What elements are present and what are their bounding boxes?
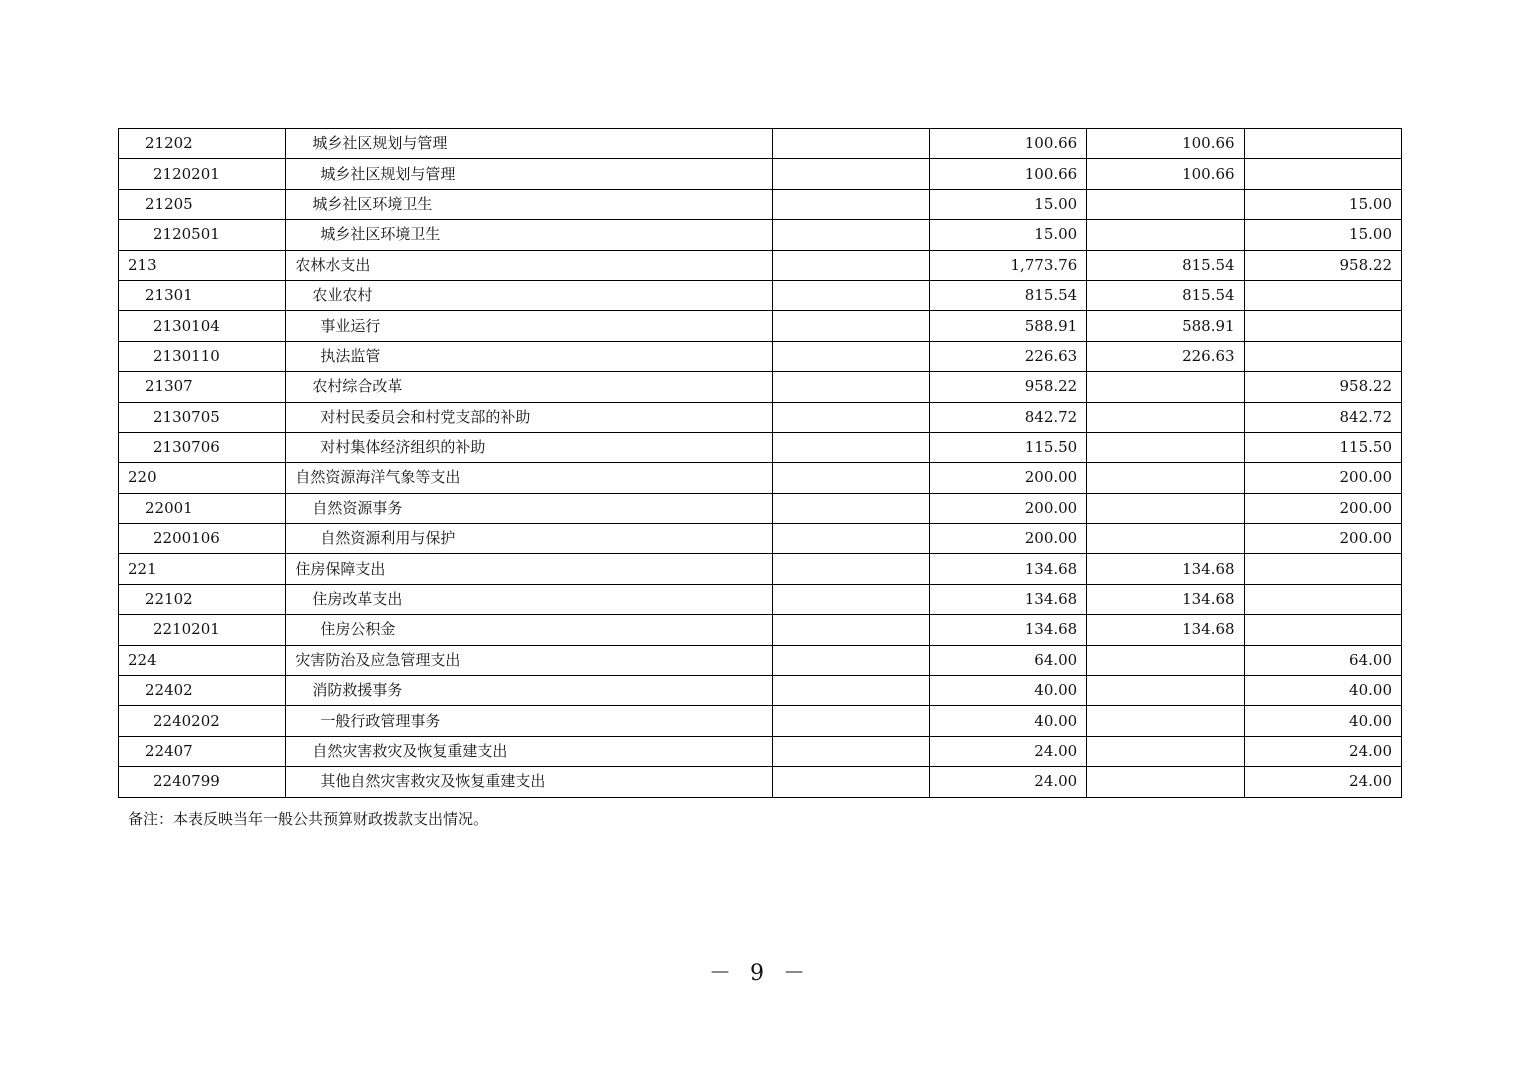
cell-function-name bbox=[286, 189, 772, 219]
cell-function-code-text: 21301 bbox=[145, 286, 193, 305]
cell-function-code bbox=[119, 493, 286, 523]
cell-function-code-text: 21205 bbox=[145, 194, 193, 213]
cell-function-code-text: 22407 bbox=[145, 742, 193, 760]
table-row bbox=[119, 554, 1402, 584]
cell-function-name bbox=[286, 159, 772, 189]
cell-blank bbox=[772, 706, 929, 736]
cell-total: 1,773.76 bbox=[929, 250, 1086, 280]
cell-total: 226.63 bbox=[929, 341, 1086, 371]
cell-project-expenditure: 842.72 bbox=[1244, 402, 1401, 432]
cell-total: 15.00 bbox=[929, 189, 1086, 219]
table-row bbox=[119, 129, 1402, 159]
cell-project-expenditure: 15.00 bbox=[1244, 220, 1401, 250]
cell-function-code-text: 2240202 bbox=[153, 711, 220, 730]
table-row bbox=[119, 463, 1402, 493]
cell-function-code-text: 220 bbox=[128, 468, 157, 487]
cell-blank bbox=[772, 189, 929, 219]
cell-function-name bbox=[286, 463, 772, 493]
cell-function-name-text: 灾害防治及应急管理支出 bbox=[295, 650, 461, 669]
cell-basic-expenditure: 815.54 bbox=[1087, 280, 1244, 310]
cell-function-name-text: 农业农村 bbox=[312, 286, 373, 305]
cell-function-code bbox=[119, 159, 286, 189]
cell-total: 842.72 bbox=[929, 402, 1086, 432]
table-row bbox=[119, 220, 1402, 250]
cell-function-name-text: 城乡社区环境卫生 bbox=[312, 194, 433, 213]
cell-total: 100.66 bbox=[929, 129, 1086, 159]
cell-function-code-text: 22402 bbox=[145, 681, 193, 700]
cell-function-code bbox=[119, 341, 286, 371]
cell-function-code bbox=[119, 767, 286, 797]
cell-total: 24.00 bbox=[929, 736, 1086, 766]
cell-function-name-text: 自然资源利用与保护 bbox=[320, 529, 456, 548]
cell-function-name-text: 农林水支出 bbox=[295, 255, 371, 274]
cell-total: 15.00 bbox=[929, 220, 1086, 250]
cell-function-name-text: 住房改革支出 bbox=[312, 590, 403, 609]
cell-basic-expenditure: 134.68 bbox=[1087, 554, 1244, 584]
table-row bbox=[119, 524, 1402, 554]
cell-function-name-text: 自然资源事务 bbox=[312, 498, 403, 517]
cell-blank bbox=[772, 402, 929, 432]
cell-blank bbox=[772, 159, 929, 189]
cell-basic-expenditure: 100.66 bbox=[1087, 159, 1244, 189]
cell-function-name-text: 对村集体经济组织的补助 bbox=[320, 438, 486, 457]
table-row bbox=[119, 493, 1402, 523]
cell-basic-expenditure bbox=[1087, 402, 1244, 432]
cell-function-code bbox=[119, 706, 286, 736]
cell-function-name-text: 对村民委员会和村党支部的补助 bbox=[320, 407, 531, 426]
cell-project-expenditure: 200.00 bbox=[1244, 463, 1401, 493]
cell-blank bbox=[772, 432, 929, 462]
cell-function-name bbox=[286, 311, 772, 341]
cell-function-code bbox=[119, 524, 286, 554]
cell-function-name-text: 其他自然灾害救灾及恢复重建支出 bbox=[320, 772, 546, 791]
cell-basic-expenditure: 588.91 bbox=[1087, 311, 1244, 341]
cell-project-expenditure: 200.00 bbox=[1244, 493, 1401, 523]
cell-function-code bbox=[119, 250, 286, 280]
cell-function-name bbox=[286, 402, 772, 432]
cell-function-code-text: 224 bbox=[128, 650, 157, 669]
table-row bbox=[119, 615, 1402, 645]
cell-basic-expenditure: 134.68 bbox=[1087, 615, 1244, 645]
cell-function-name-text: 消防救援事务 bbox=[312, 681, 403, 700]
table-row bbox=[119, 280, 1402, 310]
cell-project-expenditure bbox=[1244, 311, 1401, 341]
cell-function-code bbox=[119, 311, 286, 341]
cell-function-name bbox=[286, 767, 772, 797]
cell-project-expenditure bbox=[1244, 584, 1401, 614]
cell-project-expenditure: 15.00 bbox=[1244, 189, 1401, 219]
cell-function-code bbox=[119, 129, 286, 159]
cell-function-code bbox=[119, 432, 286, 462]
cell-function-name bbox=[286, 129, 772, 159]
cell-function-name bbox=[286, 280, 772, 310]
cell-function-code bbox=[119, 372, 286, 402]
table-row bbox=[119, 189, 1402, 219]
cell-project-expenditure bbox=[1244, 615, 1401, 645]
cell-basic-expenditure bbox=[1087, 493, 1244, 523]
budget-expenditure-table bbox=[118, 128, 1402, 798]
table-row bbox=[119, 372, 1402, 402]
cell-function-code bbox=[119, 676, 286, 706]
cell-function-code-text: 2120501 bbox=[153, 225, 220, 244]
cell-total: 200.00 bbox=[929, 524, 1086, 554]
cell-function-name bbox=[286, 676, 772, 706]
cell-function-name-text: 自然灾害救灾及恢复重建支出 bbox=[312, 742, 508, 760]
cell-total: 815.54 bbox=[929, 280, 1086, 310]
cell-blank bbox=[772, 524, 929, 554]
cell-function-code bbox=[119, 584, 286, 614]
cell-blank bbox=[772, 129, 929, 159]
table-row bbox=[119, 584, 1402, 614]
cell-total: 134.68 bbox=[929, 615, 1086, 645]
table-row bbox=[119, 736, 1402, 766]
cell-project-expenditure bbox=[1244, 159, 1401, 189]
cell-basic-expenditure bbox=[1087, 706, 1244, 736]
cell-blank bbox=[772, 280, 929, 310]
cell-function-name bbox=[286, 220, 772, 250]
cell-function-name-text: 住房保障支出 bbox=[295, 559, 386, 578]
cell-function-name bbox=[286, 645, 772, 675]
cell-function-code-text: 2240799 bbox=[153, 772, 220, 791]
footnote: 备注：本表反映当年一般公共预算财政拨款支出情况。 bbox=[128, 810, 489, 828]
page-number: － 9 － bbox=[709, 961, 811, 986]
cell-total: 134.68 bbox=[929, 584, 1086, 614]
cell-project-expenditure: 958.22 bbox=[1244, 250, 1401, 280]
cell-function-name bbox=[286, 493, 772, 523]
cell-function-code-text: 2120201 bbox=[153, 164, 220, 183]
table-row bbox=[119, 159, 1402, 189]
table-row bbox=[119, 767, 1402, 797]
cell-blank bbox=[772, 554, 929, 584]
cell-basic-expenditure bbox=[1087, 189, 1244, 219]
cell-total: 40.00 bbox=[929, 676, 1086, 706]
cell-blank bbox=[772, 493, 929, 523]
table-row bbox=[119, 432, 1402, 462]
cell-total: 200.00 bbox=[929, 463, 1086, 493]
cell-function-code bbox=[119, 402, 286, 432]
cell-total: 200.00 bbox=[929, 493, 1086, 523]
cell-function-code-text: 2130104 bbox=[153, 316, 220, 335]
cell-function-name bbox=[286, 250, 772, 280]
cell-total: 588.91 bbox=[929, 311, 1086, 341]
cell-function-name bbox=[286, 736, 772, 766]
cell-function-name-text: 城乡社区环境卫生 bbox=[320, 225, 441, 244]
cell-basic-expenditure: 226.63 bbox=[1087, 341, 1244, 371]
cell-basic-expenditure bbox=[1087, 524, 1244, 554]
cell-function-code bbox=[119, 280, 286, 310]
cell-function-code-text: 2130706 bbox=[153, 438, 220, 457]
cell-function-name bbox=[286, 341, 772, 371]
cell-function-name bbox=[286, 706, 772, 736]
cell-project-expenditure bbox=[1244, 554, 1401, 584]
cell-blank bbox=[772, 311, 929, 341]
cell-blank bbox=[772, 463, 929, 493]
cell-basic-expenditure bbox=[1087, 767, 1244, 797]
cell-function-name bbox=[286, 524, 772, 554]
cell-basic-expenditure bbox=[1087, 432, 1244, 462]
cell-function-code-text: 21307 bbox=[145, 377, 193, 396]
cell-function-code-text: 2200106 bbox=[153, 529, 220, 548]
cell-blank bbox=[772, 341, 929, 371]
cell-project-expenditure bbox=[1244, 341, 1401, 371]
cell-blank bbox=[772, 676, 929, 706]
cell-basic-expenditure: 815.54 bbox=[1087, 250, 1244, 280]
cell-project-expenditure: 200.00 bbox=[1244, 524, 1401, 554]
cell-blank bbox=[772, 584, 929, 614]
table-row bbox=[119, 341, 1402, 371]
cell-function-name-text: 城乡社区规划与管理 bbox=[320, 164, 456, 183]
cell-blank bbox=[772, 250, 929, 280]
cell-basic-expenditure bbox=[1087, 463, 1244, 493]
cell-function-code-text: 21202 bbox=[145, 134, 193, 153]
cell-blank bbox=[772, 615, 929, 645]
cell-function-name-text: 事业运行 bbox=[320, 316, 381, 335]
cell-total: 24.00 bbox=[929, 767, 1086, 797]
cell-total: 134.68 bbox=[929, 554, 1086, 584]
table-row bbox=[119, 645, 1402, 675]
cell-basic-expenditure bbox=[1087, 372, 1244, 402]
cell-function-code-text: 22102 bbox=[145, 590, 193, 609]
table-row bbox=[119, 311, 1402, 341]
cell-project-expenditure bbox=[1244, 280, 1401, 310]
cell-function-code-text: 213 bbox=[128, 255, 157, 274]
cell-function-code bbox=[119, 645, 286, 675]
cell-total: 100.66 bbox=[929, 159, 1086, 189]
cell-function-name bbox=[286, 432, 772, 462]
cell-function-name-text: 住房公积金 bbox=[320, 620, 396, 639]
cell-function-name-text: 农村综合改革 bbox=[312, 377, 403, 396]
cell-function-code-text: 22001 bbox=[145, 498, 193, 517]
cell-blank bbox=[772, 645, 929, 675]
cell-project-expenditure: 115.50 bbox=[1244, 432, 1401, 462]
cell-basic-expenditure bbox=[1087, 736, 1244, 766]
cell-function-code-text: 221 bbox=[128, 559, 157, 578]
cell-basic-expenditure: 134.68 bbox=[1087, 584, 1244, 614]
cell-function-name-text: 执法监管 bbox=[320, 346, 381, 365]
cell-basic-expenditure: 100.66 bbox=[1087, 129, 1244, 159]
table-row bbox=[119, 402, 1402, 432]
cell-function-code bbox=[119, 220, 286, 250]
cell-basic-expenditure bbox=[1087, 645, 1244, 675]
cell-blank bbox=[772, 767, 929, 797]
cell-blank bbox=[772, 736, 929, 766]
cell-function-code bbox=[119, 189, 286, 219]
cell-total: 40.00 bbox=[929, 706, 1086, 736]
cell-project-expenditure: 958.22 bbox=[1244, 372, 1401, 402]
cell-project-expenditure: 40.00 bbox=[1244, 676, 1401, 706]
cell-function-code-text: 2130705 bbox=[153, 407, 220, 426]
table-body bbox=[119, 129, 1402, 798]
cell-basic-expenditure bbox=[1087, 220, 1244, 250]
cell-function-name-text: 一般行政管理事务 bbox=[320, 711, 441, 730]
cell-function-name bbox=[286, 584, 772, 614]
cell-function-code-text: 2210201 bbox=[153, 620, 220, 639]
table-row bbox=[119, 706, 1402, 736]
cell-project-expenditure: 24.00 bbox=[1244, 767, 1401, 797]
cell-project-expenditure: 40.00 bbox=[1244, 706, 1401, 736]
cell-function-code bbox=[119, 615, 286, 645]
cell-function-name-text: 自然资源海洋气象等支出 bbox=[295, 468, 461, 487]
cell-blank bbox=[772, 372, 929, 402]
table-row bbox=[119, 250, 1402, 280]
cell-blank bbox=[772, 220, 929, 250]
cell-project-expenditure bbox=[1244, 129, 1401, 159]
cell-function-name bbox=[286, 372, 772, 402]
table-row bbox=[119, 676, 1402, 706]
cell-function-code bbox=[119, 463, 286, 493]
cell-function-code bbox=[119, 736, 286, 766]
cell-function-name-text: 城乡社区规划与管理 bbox=[312, 134, 448, 153]
cell-basic-expenditure bbox=[1087, 676, 1244, 706]
cell-function-code-text: 2130110 bbox=[153, 346, 220, 365]
cell-total: 958.22 bbox=[929, 372, 1086, 402]
cell-total: 115.50 bbox=[929, 432, 1086, 462]
cell-project-expenditure: 24.00 bbox=[1244, 736, 1401, 766]
cell-function-name bbox=[286, 615, 772, 645]
cell-project-expenditure: 64.00 bbox=[1244, 645, 1401, 675]
cell-function-code bbox=[119, 554, 286, 584]
cell-function-name bbox=[286, 554, 772, 584]
cell-total: 64.00 bbox=[929, 645, 1086, 675]
